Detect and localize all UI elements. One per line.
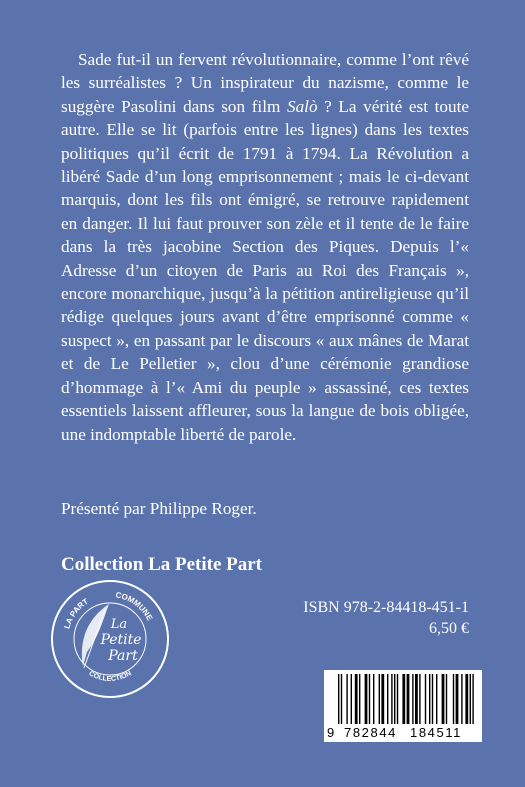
barcode-bar: [355, 674, 358, 724]
barcode-bar: [419, 674, 420, 724]
barcode-bar: [359, 674, 360, 724]
barcode-bar: [391, 674, 392, 724]
presenter-credit: Présenté par Philippe Roger.: [61, 499, 257, 518]
barcode-bar: [365, 674, 368, 724]
barcode-bar: [373, 674, 374, 724]
barcode-bar: [387, 674, 388, 724]
film-title: Salò: [286, 96, 318, 116]
barcode-bar: [381, 674, 384, 724]
barcode-digits: [324, 724, 482, 742]
collection-title: Collection La Petite Part: [61, 554, 263, 575]
barcode-bar: [407, 674, 410, 724]
seal-graphic: [49, 578, 171, 700]
publisher-seal: [49, 578, 171, 700]
barcode-bar: [442, 674, 445, 724]
barcode-bar: [456, 674, 459, 724]
barcode-bar: [402, 674, 405, 724]
barcode-bar: [394, 674, 395, 724]
barcode-bar: [341, 674, 342, 724]
barcode-bar: [470, 674, 471, 724]
barcode-bar: [461, 674, 462, 724]
seal-word-part: Part: [108, 648, 138, 664]
seal-label-right: COMMUNE: [114, 590, 155, 623]
barcode-bars: [324, 670, 482, 726]
barcode-bar: [425, 674, 426, 724]
barcode-bar: [379, 674, 380, 724]
price: 6,50 €: [429, 620, 469, 637]
barcode-bar: [472, 674, 473, 724]
isbn-block: [303, 597, 469, 639]
seal-label-left: LA PART: [62, 596, 90, 630]
barcode-bar: [465, 674, 468, 724]
blurb-text-continued: ? La vérité est toute autre. Elle se lit (parfois entre les lignes) dans les textes politiques qu’il écrit de 1791 à 1794. La Révolution a libéré Sade d’un long emprisonnement ; mais le ci-devant marquis, dont les fils ont émigré, se retrouve rapidement en danger. Il lui faut prouver son zèle et il tente de le faire dans la très jacobine Section des Piques. Depuis l’« Adresse d’un citoyen de Paris au Roi des Français », encore monarchique, jusqu’à la pétition antireligieuse qu’il rédige quelques jours avant d’être emprisonné comme « suspect », en passant par le discours « aux mânes de Marat et de Le Pelletier », clou d’une cérémonie grandiose d’hommage à l’« Ami du peuple » assassiné, ces textes essentiels laissent affleurer, sous la langue de bois obligée, une indomptable liberté de parole.: [61, 96, 469, 444]
blurb-text: Sade fut-il un fervent révolutionnaire, comme l’ont rêvé les surréalistes ? Un inspirateur du nazisme, comme le suggère Pasolini dans son film: [61, 50, 469, 116]
barcode-bar: [346, 674, 347, 724]
barcode-bar: [415, 674, 418, 724]
barcode-left-group: 782844: [344, 725, 397, 740]
barcode-bar: [412, 674, 413, 724]
blurb-paragraph: [61, 48, 469, 446]
seal-word-petite: Petite: [100, 632, 142, 648]
barcode-first-digit: 9: [327, 725, 335, 740]
barcode: [324, 670, 482, 742]
barcode-bar: [397, 674, 398, 724]
seal-word-la: La: [110, 617, 128, 632]
barcode-right-group: 184511: [410, 725, 463, 740]
barcode-bar: [351, 674, 352, 724]
seal-label-bottom: COLLECTION: [87, 670, 133, 683]
barcode-bar: [436, 674, 437, 724]
barcode-bar: [429, 674, 430, 724]
barcode-bar: [432, 674, 433, 724]
barcode-bar: [369, 674, 370, 724]
isbn-number: ISBN 978-2-84418-451-1: [303, 599, 469, 616]
barcode-bar: [453, 674, 454, 724]
barcode-bar: [446, 674, 447, 724]
barcode-bar: [338, 674, 339, 724]
